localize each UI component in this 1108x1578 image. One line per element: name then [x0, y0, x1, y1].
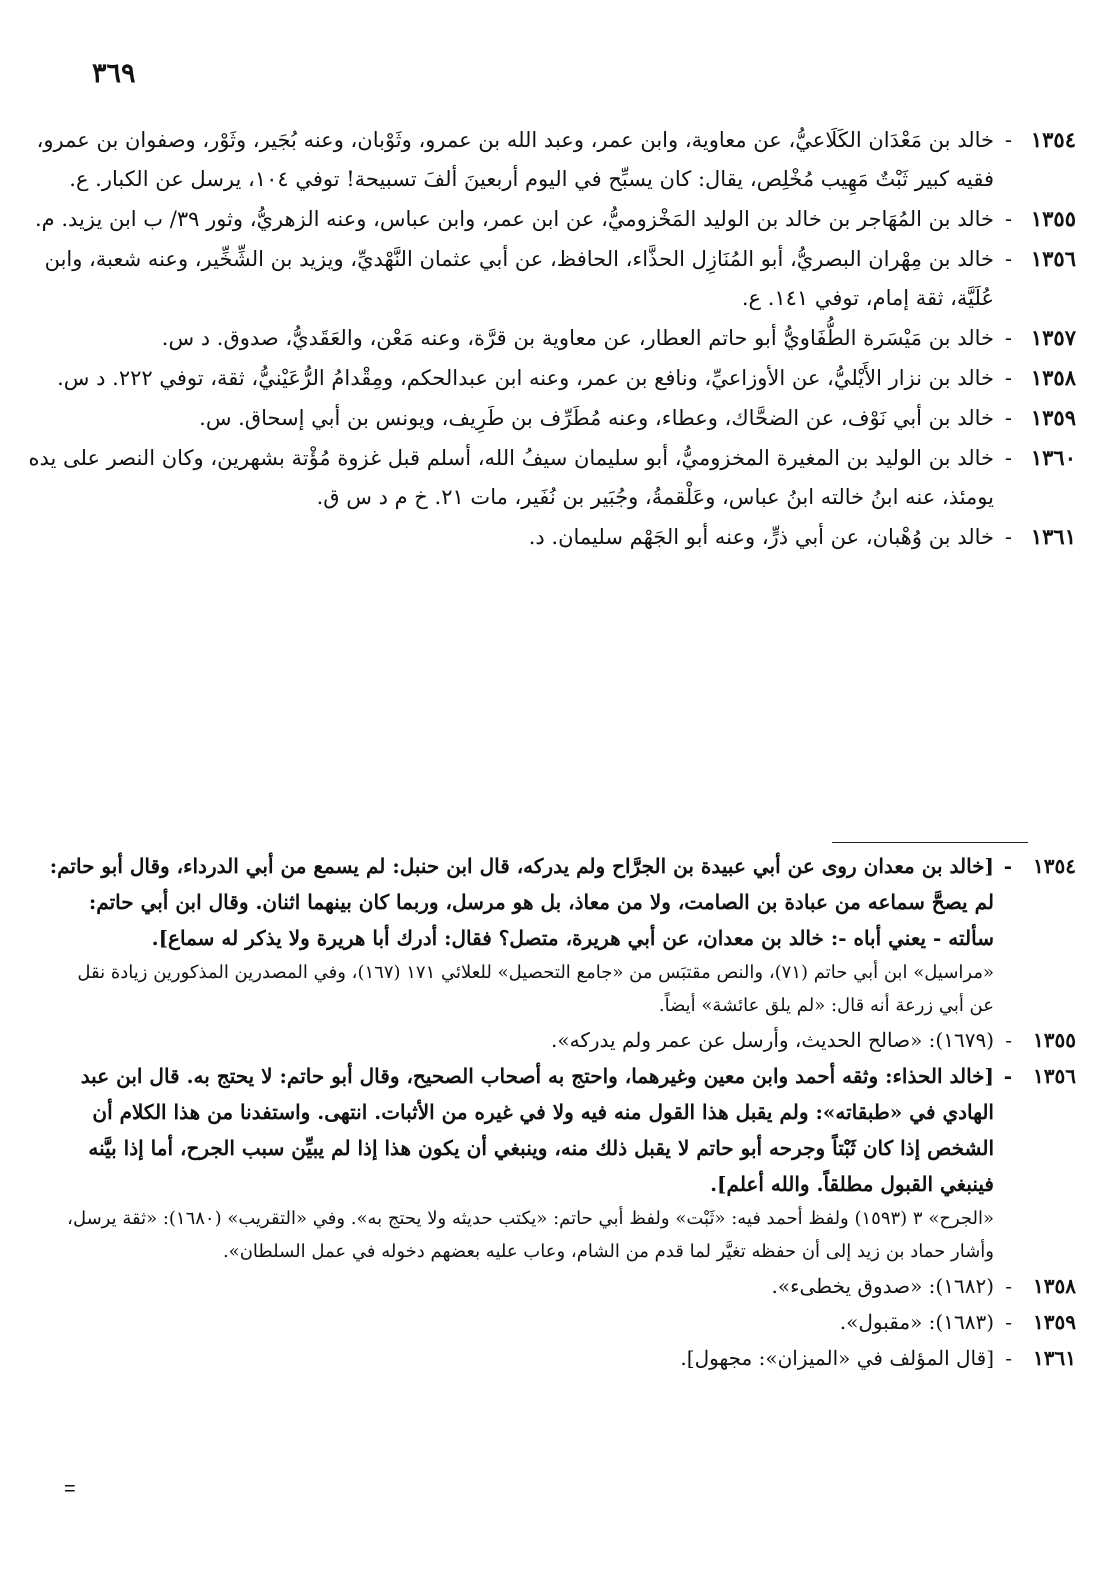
entry-text: خالد بن مِهْران البصريُّ، أبو المُنَازِل الحذَّاء، الحافظ، عن أبي عثمان النَّهْديِّ، ويزيد بن الشِّخِّير، وعنه شعبة، وابن عُلَيَّة، ثقة إمام، توفي ١٤١. ع. [44, 247, 994, 310]
footnote-source: «مراسيل» ابن أبي حاتم (٧١)، والنص مقتبَس من «جامع التحصيل» للعلائي ١٧١ (١٦٧)، وفي المصدرين المذكورين زيادة نقل عن أبي زرعة أنه قال: «لم يلق عائشة» أيضاً. [77, 962, 994, 1016]
entry-number: ١٣٥٤ [1030, 127, 1076, 152]
entry-number: ١٣٥٥ [1030, 206, 1076, 231]
footnote-1355: ١٣٥٥-(١٦٧٩): «صالح الحديث، وأرسل عن عمر ولم يدركه». [48, 1022, 1076, 1058]
footnote-text: (١٦٨٢): «صدوق يخطىء». [771, 1274, 994, 1298]
entry-1359: ١٣٥٩-خالد بن أبي نَوْف، عن الضحَّاك، وعطاء، وعنه مُطَرِّف بن طَرِيف، ويونس بن أبي إسحاق. س. [24, 398, 1076, 438]
entry-1357: ١٣٥٧-خالد بن مَيْسَرة الطُّفَاويُّ أبو حاتم العطار، عن معاوية بن قرَّة، وعنه مَعْن، والعَقَديُّ، صدوق. د س. [24, 318, 1076, 358]
entry-text: خالد بن وُهْبان، عن أبي ذرٍّ، وعنه أبو الجَهْم سليمان. د. [528, 525, 994, 549]
entry-number: ١٣٥٨ [1030, 365, 1076, 390]
footnote-number: ١٣٥٤ [1033, 854, 1076, 878]
footnote-1361: ١٣٦١-[قال المؤلف في «الميزان»: مجهول]. [48, 1340, 1076, 1376]
entry-1361: ١٣٦١-خالد بن وُهْبان، عن أبي ذرٍّ، وعنه أبو الجَهْم سليمان. د. [24, 517, 1076, 557]
entry-number: ١٣٥٦ [1030, 246, 1076, 271]
footnote-text: (١٦٧٩): «صالح الحديث، وأرسل عن عمر ولم يدركه». [551, 1028, 994, 1052]
entry-text: خالد بن الوليد بن المغيرة المخزوميُّ، أبو سليمان سيفُ الله، أسلم قبل غزوة مُؤْتة بشهرين، وكان النصر على يده يومئذ، عنه ابنُ خالته ابنُ عباس، وعَلْقمةُ، وجُبَير بن نُفَير، مات ٢١. خ م د س ق. [28, 446, 994, 509]
continuation-mark: = [64, 1478, 76, 1500]
footnote-text: [قال المؤلف في «الميزان»: مجهول]. [680, 1346, 994, 1370]
footnote-number: ١٣٥٨ [1033, 1274, 1076, 1298]
entry-1355: ١٣٥٥-خالد بن المُهَاجر بن خالد بن الوليد المَخْزوميُّ، عن ابن عمر، وابن عباس، وعنه الزهريُّ، وثور ٣٩/ ب ابن يزيد. م. [24, 199, 1076, 239]
entry-1360: ١٣٦٠-خالد بن الوليد بن المغيرة المخزوميُّ، أبو سليمان سيفُ الله، أسلم قبل غزوة مُؤْتة بشهرين، وكان النصر على يده يومئذ، عنه ابنُ خالته ابنُ عباس، وعَلْقمةُ، وجُبَير بن نُفَير، مات ٢١. خ م د س ق. [24, 438, 1076, 517]
entry-1358: ١٣٥٨-خالد بن نزار الأَيْليُّ، عن الأوزاعيِّ، ونافع بن عمر، وعنه ابن عبدالحكم، ومِقْدامُ الرُّعَيْنيُّ، ثقة، توفي ٢٢٢. د س. [24, 358, 1076, 398]
entry-1354: ١٣٥٤-خالد بن مَعْدَان الكَلَاعيُّ، عن معاوية، وابن عمر، وعبد الله بن عمرو، وثَوْبان، وعنه بُجَير، وثَوْر، وصفوان بن عمرو، فقيه كبير ثَبْتٌ مَهِيب مُخْلِص، يقال: كان يسبِّح في اليوم أربعينَ ألفَ تسبيحة! توفي ١٠٤، يرسل عن الكبار. ع. [24, 120, 1076, 199]
footnote-1356: ١٣٥٦-[خالد الحذاء: وثقه أحمد وابن معين وغيرهما، واحتج به أصحاب الصحيح، وقال أبو حاتم: لا يحتج به. قال ابن عبد الهادي في «طبقاته»: ولم يقبل هذا القول منه فيه ولا في غيره من الأثبات. انتهى. واستفدنا من هذا الكلام أن الشخص إذا كان ثَبْتاً وجرحه أبو حاتم لا يقبل ذلك منه، وينبغي أن يكون هذا إذا لم يبيِّن سبب الجرح، أما إذا بيَّنه فينبغي القبول مطلقاً. والله أعلم]. [48, 1058, 1076, 1202]
footnote-1358: ١٣٥٨-(١٦٨٢): «صدوق يخطىء». [48, 1268, 1076, 1304]
footnote-divider [832, 842, 1028, 843]
footnotes [48, 848, 1076, 1376]
entry-number: ١٣٦١ [1030, 524, 1076, 549]
footnote-number: ١٣٥٦ [1033, 1064, 1076, 1088]
entry-text: خالد بن مَعْدَان الكَلَاعيُّ، عن معاوية، وابن عمر، وعبد الله بن عمرو، وثَوْبان، وعنه بُجَير، وثَوْر، وصفوان بن عمرو، فقيه كبير ثَبْتٌ مَهِيب مُخْلِص، يقال: كان يسبِّح في اليوم أربعينَ ألفَ تسبيحة! توفي ١٠٤، يرسل عن الكبار. ع. [36, 128, 994, 191]
entry-text: خالد بن نزار الأَيْليُّ، عن الأوزاعيِّ، ونافع بن عمر، وعنه ابن عبدالحكم، ومِقْدامُ الرُّعَيْنيُّ، ثقة، توفي ٢٢٢. د س. [57, 366, 994, 390]
footnote-number: ١٣٥٥ [1033, 1028, 1076, 1052]
biography-entries [24, 120, 1076, 557]
footnote-text: [خالد الحذاء: وثقه أحمد وابن معين وغيرهما، واحتج به أصحاب الصحيح، وقال أبو حاتم: لا يحتج به. قال ابن عبد الهادي في «طبقاته»: ولم يقبل هذا القول منه فيه ولا في غيره من الأثبات. انتهى. واستفدنا من هذا الكلام أن الشخص إذا كان ثَبْتاً وجرحه أبو حاتم لا يقبل ذلك منه، وينبغي أن يكون هذا إذا لم يبيِّن سبب الجرح، أما إذا بيَّنه فينبغي القبول مطلقاً. والله أعلم]. [80, 1064, 994, 1196]
footnote-1359: ١٣٥٩-(١٦٨٣): «مقبول». [48, 1304, 1076, 1340]
entry-text: خالد بن المُهَاجر بن خالد بن الوليد المَخْزوميُّ، عن ابن عمر، وابن عباس، وعنه الزهريُّ، وثور ٣٩/ ب ابن يزيد. م. [34, 207, 994, 231]
footnote-text: (١٦٨٣): «مقبول». [839, 1310, 994, 1334]
footnote-number: ١٣٥٩ [1033, 1310, 1076, 1334]
entry-number: ١٣٥٩ [1030, 405, 1076, 430]
entry-text: خالد بن أبي نَوْف، عن الضحَّاك، وعطاء، وعنه مُطَرِّف بن طَرِيف، ويونس بن أبي إسحاق. س. [199, 406, 994, 430]
entry-text: خالد بن مَيْسَرة الطُّفَاويُّ أبو حاتم العطار، عن معاوية بن قرَّة، وعنه مَعْن، والعَقَديُّ، صدوق. د س. [161, 326, 994, 350]
footnote-number: ١٣٦١ [1033, 1346, 1076, 1370]
entry-number: ١٣٦٠ [1030, 445, 1076, 470]
footnote-source: «الجرح» ٣ (١٥٩٣) ولفظ أحمد فيه: «ثَبْت» ولفظ أبي حاتم: «يكتب حديثه ولا يحتج به». وفي «التقريب» (١٦٨٠): «ثقة يرسل، وأشار حماد بن زيد إلى أن حفظه تغيَّر لما قدم من الشام، وعاب عليه بعضهم دخوله في عمل السلطان». [67, 1208, 994, 1262]
footnote-1354: ١٣٥٤-[خالد بن معدان روى عن أبي عبيدة بن الجرَّاح ولم يدركه، قال ابن حنبل: لم يسمع من أبي الدرداء، وقال أبو حاتم: لم يصحَّ سماعه من عبادة بن الصامت، ولا من معاذ، بل هو مرسل، وربما كان بينهما اثنان. وقال ابن أبي حاتم: سألته - يعني أباه -: خالد بن معدان، عن أبي هريرة، متصل؟ فقال: أدرك أبا هريرة ولا يذكر له سماع]. [48, 848, 1076, 956]
page-number: ٣٦٩ [92, 58, 136, 89]
entry-1356: ١٣٥٦-خالد بن مِهْران البصريُّ، أبو المُنَازِل الحذَّاء، الحافظ، عن أبي عثمان النَّهْديِّ، ويزيد بن الشِّخِّير، وعنه شعبة، وابن عُلَيَّة، ثقة إمام، توفي ١٤١. ع. [24, 239, 1076, 318]
footnote-text: [خالد بن معدان روى عن أبي عبيدة بن الجرَّاح ولم يدركه، قال ابن حنبل: لم يسمع من أبي الدرداء، وقال أبو حاتم: لم يصحَّ سماعه من عبادة بن الصامت، ولا من معاذ، بل هو مرسل، وربما كان بينهما اثنان. وقال ابن أبي حاتم: سألته - يعني أباه -: خالد بن معدان، عن أبي هريرة، متصل؟ فقال: أدرك أبا هريرة ولا يذكر له سماع]. [49, 854, 994, 950]
entry-number: ١٣٥٧ [1030, 325, 1076, 350]
